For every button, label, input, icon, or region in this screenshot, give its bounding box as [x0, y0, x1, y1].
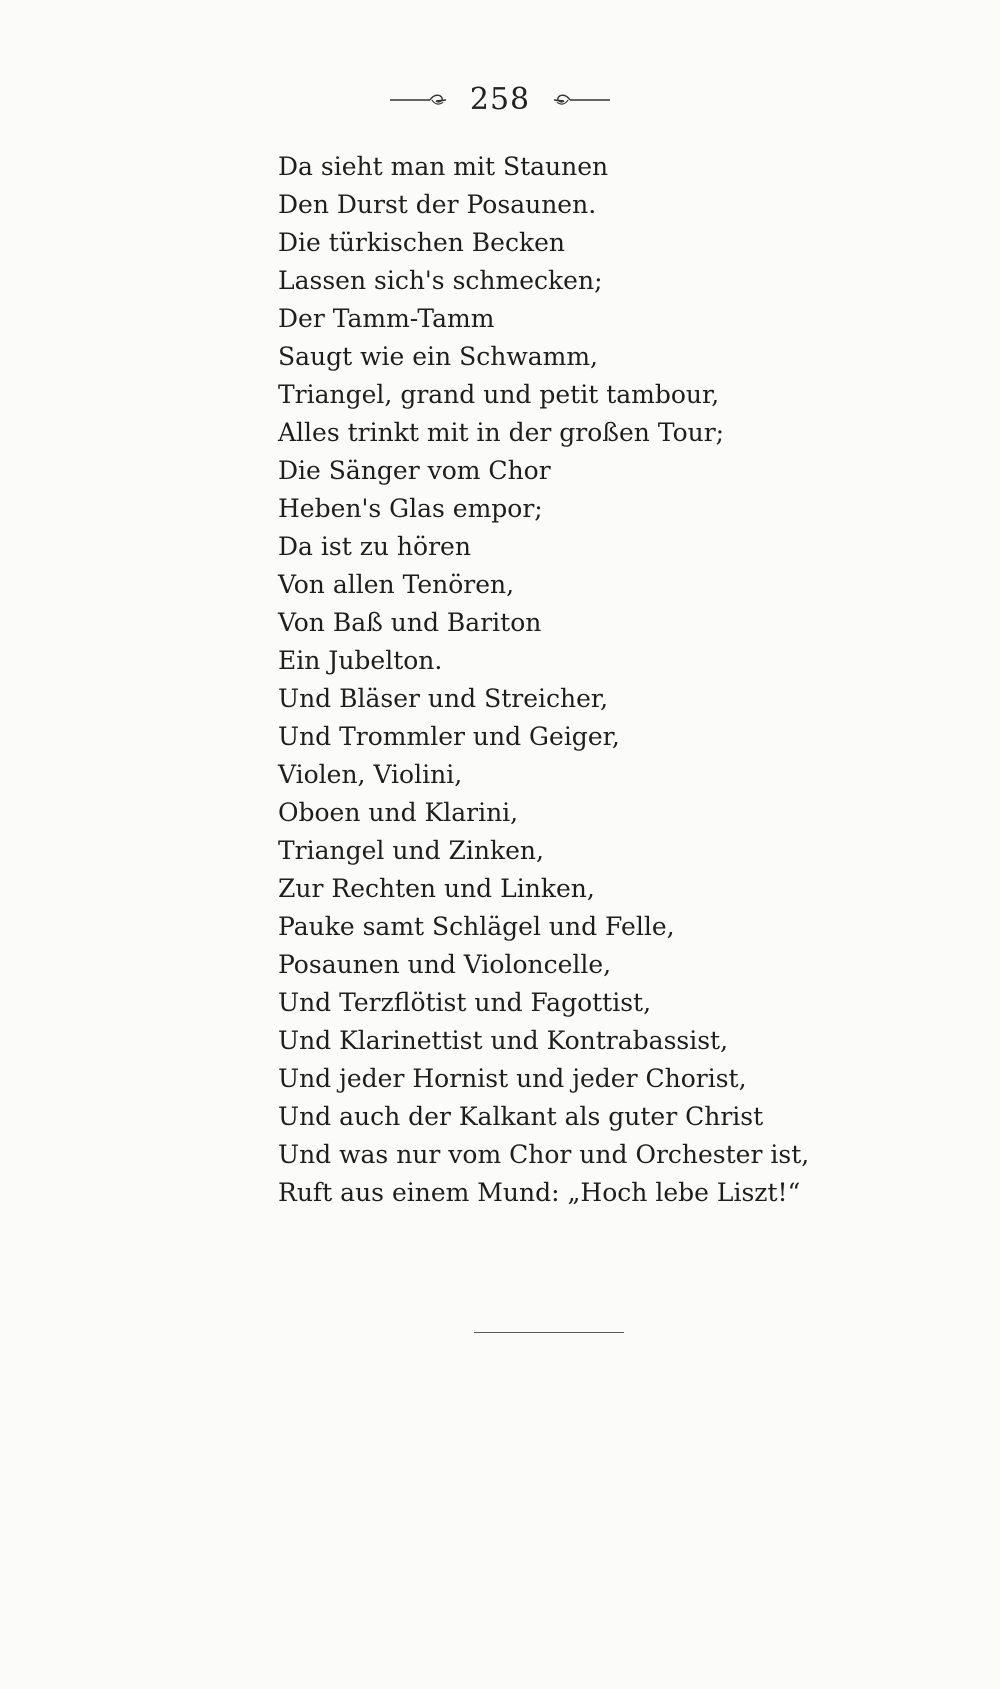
- verse-line: Triangel, grand und petit tambour,: [278, 380, 720, 409]
- verse-line: Pauke samt Schlägel und Felle,: [278, 912, 675, 941]
- page-number: 258: [469, 82, 531, 117]
- verse-line: Der Tamm-Tamm: [278, 304, 495, 333]
- verse-line: Zur Rechten und Linken,: [278, 874, 595, 903]
- verse-line: Den Durst der Posaunen.: [278, 190, 597, 219]
- verse-line: Von allen Tenören,: [278, 570, 515, 599]
- verse-line: Heben's Glas empor;: [278, 494, 543, 523]
- end-rule: [474, 1332, 624, 1333]
- verse-line: Saugt wie ein Schwamm,: [278, 342, 598, 371]
- verse-line: Und auch der Kalkant als guter Christ: [278, 1102, 764, 1131]
- verse-line: Und Trommler und Geiger,: [278, 722, 620, 751]
- left-ornament-icon: [390, 92, 448, 108]
- verse-line: Violen, Violini,: [278, 760, 463, 789]
- poem-verse: [278, 148, 809, 1212]
- verse-line: Ein Jubelton.: [278, 646, 443, 675]
- verse-line: Und Terzflötist und Fagottist,: [278, 988, 652, 1017]
- verse-line: Die Sänger vom Chor: [278, 456, 551, 485]
- verse-line: Triangel und Zinken,: [278, 836, 544, 865]
- verse-line: Und jeder Hornist und jeder Chorist,: [278, 1064, 747, 1093]
- right-ornament-icon: [552, 92, 610, 108]
- verse-line: Ruft aus einem Mund: „Hoch lebe Liszt!“: [278, 1178, 801, 1207]
- verse-line: Oboen und Klarini,: [278, 798, 519, 827]
- verse-line: Und Bläser und Streicher,: [278, 684, 609, 713]
- verse-line: Von Baß und Bariton: [278, 608, 542, 637]
- verse-line: Da sieht man mit Staunen: [278, 152, 609, 181]
- verse-line: Und was nur vom Chor und Orchester ist,: [278, 1140, 810, 1169]
- verse-line: Posaunen und Violoncelle,: [278, 950, 612, 979]
- verse-line: Die türkischen Becken: [278, 228, 566, 257]
- verse-line: Da ist zu hören: [278, 532, 471, 561]
- page-header: [0, 82, 1000, 117]
- verse-line: Alles trinkt mit in der großen Tour;: [278, 418, 725, 447]
- verse-line: Und Klarinettist und Kontrabassist,: [278, 1026, 729, 1055]
- verse-line: Lassen sich's schmecken;: [278, 266, 603, 295]
